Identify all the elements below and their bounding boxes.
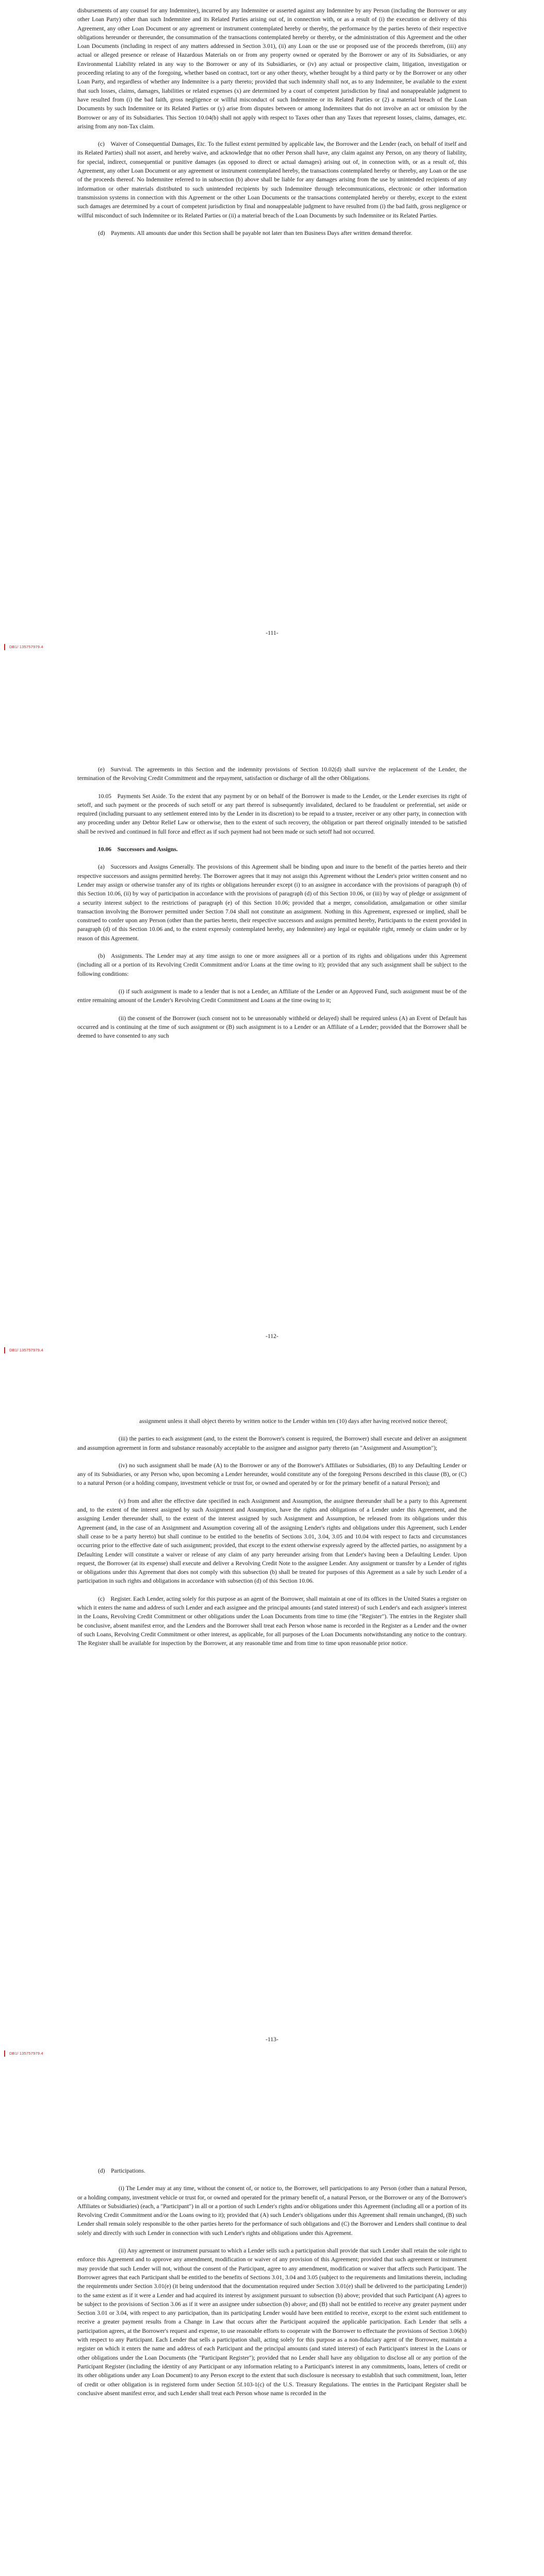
- paragraph-payments-set-aside: 10.05 Payments Set Aside. To the extent that any payment by or on behalf of the Borrower is made to the Lender, or the Lender exercises its right of setoff, and such payment or the proceeds of such setoff or any part thereof is subsequently invalidated, declared to be fraudulent or preferential, set aside or required (including pursuant to any settlement entered into by the Lender in its discretion) to be repaid to a trustee, receiver or any other party, in connection with any proceeding under any Debtor Relief Law or otherwise, then to the extent of such recovery, the obligation or part thereof originally intended to be satisfied shall be revived and continued in full force and effect as if such payment had not been made or such setoff had not occurred.: [77, 792, 467, 835]
- paragraph-condition-v: (v) from and after the effective date specified in each Assignment and Assumption, the assignee thereunder shall be a party to this Agreement and, to the extent of the interest assigned by such Assignment and Assumption, have the rights and obligations of a Lender under this Agreement, and the assigning Lender thereunder shall, to the extent of the interest assigned by such Assignment and Assumption, be released from its obligations under this Agreement (and, in the case of an Assignment and Assumption covering all of the assigning Lender's rights and obligations under this Agreement, such Lender shall cease to be a party hereto) but shall continue to be entitled to the benefits of Sections 3.01, 3.04, 3.05 and 10.04 with respect to facts and circumstances occurring prior to the effective date of such assignment; provided, that except to the extent otherwise expressly agreed by the affected parties, no assignment by a Defaulting Lender will constitute a waiver or release of any claim of any party hereunder arising from that Lender's having been a Defaulting Lender. Upon request, the Borrower (at its expense) shall execute and deliver a Revolving Credit Note to the assignee Lender. Any assignment or transfer by a Lender of rights or obligations under this Agreement that does not comply with this subsection (b) shall be treated for purposes of this Agreement as a sale by such Lender of a participation in such rights and obligations in accordance with subsection (d) of this Section 10.06.: [77, 1497, 467, 1585]
- document-page-114: [0, 2110, 544, 2576]
- paragraph-register: (c) Register. Each Lender, acting solely for this purpose as an agent of the Borrower, shall maintain at one of its offices in the United States a register on which it enters the name and address of such Lender and each assignee and the principal amounts (and stated interest) of such Lender's and each assignee's interest in the Loans, Revolving Credit Commitment or other obligations under the Loan Documents from time to time (the "Register"). The entries in the Register shall be conclusive, absent manifest error, and the Lenders and the Borrower shall treat each Person whose name is recorded in the Register as a Lender and the owner of such Loans, Revolving Credit Commitment or other interest, as applicable, for all purposes of the Loan Documents notwithstanding any notice to the contrary. The Register shall be available for inspection by the Borrower, at any reasonable time and from time to time upon reasonable prior notice.: [77, 1595, 467, 1647]
- doc-id-marker: [4, 644, 5, 650]
- section-heading-participations: (d) Participations.: [98, 2167, 145, 2174]
- page-number: -113-: [266, 2036, 278, 2043]
- document-page-111: [0, 0, 544, 703]
- page-number: -112-: [266, 1333, 278, 1340]
- page-111-body: [77, 6, 467, 246]
- paragraph-condition-i: (i) if such assignment is made to a lender that is not a Lender, an Affiliate of the Lender or an Approved Fund, such assignment must be of the entire remaining amount of the Lender's Revolving Credit Commitment and Loans at the time owing to it;: [77, 988, 467, 1004]
- paragraph-assignments: (b) Assignments. The Lender may at any time assign to one or more assignees all or a portion of its rights and obligations under this Agreement (including all or a portion of its Revolving Credit Commitment and/or Loans at the time owing to it); provided that any such assignment shall be subject to the following conditions:: [77, 953, 467, 977]
- page-114-body: [77, 2166, 467, 2406]
- paragraph-waiver-consequential-damages: (c) Waiver of Consequential Damages, Etc. To the fullest extent permitted by applicable law, the Borrower and the Lender (each, on behalf of itself and its Related Parties) shall not assert, and hereby waive, and acknowledge that no other Person shall have, any claim against any Person, on any theory of liability, for special, indirect, consequential or punitive damages (as opposed to direct or actual damages) arising out of, in connection with, or as a result of, this Agreement, any other Loan Document or any agreement or instrument contemplated hereby, the transactions contemplated hereby or thereby, any Loan or the use of the proceeds thereof. No Indemnitee referred to in subsection (b) above shall be liable for any damages arising from the use by unintended recipients of any information or other materials distributed to such unintended recipients by such Indemnitee through telecommunications, electronic or other information transmission systems in connection with this Agreement or the other Loan Documents or the transactions contemplated hereby or thereby, except to the extent such damages are determined by a court of competent jurisdiction by final and nonappealable judgment to have resulted from (i) the bad faith, gross negligence or willful misconduct of such Indemnitee or its Related Parties or (ii) a material breach of the Loan Documents by such Indemnitee or its Related Parties.: [77, 141, 467, 219]
- page-number: -111-: [266, 630, 278, 636]
- doc-id-marker: [4, 1347, 5, 1353]
- paragraph-condition-iv: (iv) no such assignment shall be made (A) to the Borrower or any of the Borrower's Affiliates or Subsidiaries, (B) to any Defaulting Lender or any of its Subsidiaries, or any Person who, upon becoming a Lender hereunder, would constitute any of the foregoing Persons described in this clause (B), or (C) to a natural Person (or a holding company, investment vehicle or trust for, or owned and operated by or for the primary benefit of a natural Person); and: [77, 1462, 467, 1487]
- paragraph-participations-i: (i) The Lender may at any time, without the consent of, or notice to, the Borrower, sell participations to any Person (other than a natural Person, or a holding company, investment vehicle or trust for, or owned and operated for the primary benefit of, a natural Person, or the Borrower or any of the Borrower's Affiliates or Subsidiaries) (each, a "Participant") in all or a portion of such Lender's rights and/or obligations under this Agreement (including all or a portion of its Revolving Credit Commitment and/or the Loans owing to it); provided that (A) such Lender's obligations under this Agreement shall remain unchanged, (B) such Lender shall remain solely responsible to the other parties hereto for the performance of such obligations and (C) the Borrower and Lenders shall continue to deal solely and directly with such Lender in connection with such Lender's rights and obligations under this Agreement.: [77, 2185, 467, 2236]
- document-page-112: [0, 703, 544, 1406]
- doc-id-marker: [4, 2050, 5, 2057]
- paragraph-successors-generally: (a) Successors and Assigns Generally. The provisions of this Agreement shall be binding upon and inure to the benefit of the parties hereto and their respective successors and assigns permitted hereby. The Borrower agrees that it may not assign this Agreement without the Lender's prior written consent and no Lender may assign or otherwise transfer any of its rights or obligations hereunder except (i) to an assignee in accordance with the provisions of paragraph (b) of this Section 10.06, (ii) by way of participation in accordance with the provisions of paragraph (d) of this Section 10.06, or (iii) by way of pledge or assignment of a security interest subject to the restrictions of paragraph (e) of this Section 10.06; provided that a merger, consolidation, amalgamation or other similar transaction involving the Borrower permitted under Section 7.04 shall not constitute an assignment. Nothing in this Agreement, expressed or implied, shall be construed to confer upon any Person (other than the parties hereto, their respective successors and assigns permitted hereby, Participants to the extent provided in paragraph (d) of this Section 10.06 and, to the extent expressly contemplated hereby, any Indemnitee) any legal or equitable right, remedy or claim under or by reason of this Agreement.: [77, 863, 467, 942]
- paragraph-condition-iii: (iii) the parties to each assignment (and, to the extent the Borrower's consent is required, the Borrower) shall execute and deliver an assignment and assumption agreement in form and substance reasonably acceptable to the assignee and assignor party thereto (an "Assignment and Assumption");: [77, 1435, 467, 1451]
- document-id: DB1/ 135757979.4: [9, 645, 43, 649]
- document-id: DB1/ 135757979.4: [9, 2051, 43, 2056]
- paragraph-continued: assignment unless it shall object thereto by written notice to the Lender within ten (10) days after having received notice thereof;: [139, 1418, 448, 1425]
- page-113-body: [77, 1417, 467, 1657]
- page-112-body: [77, 765, 467, 1049]
- paragraph-payments: (d) Payments. All amounts due under this Section shall be payable not later than ten Business Days after written demand therefor.: [98, 229, 413, 236]
- paragraph-participations-ii: (ii) Any agreement or instrument pursuant to which a Lender sells such a participation shall provide that such Lender shall retain the sole right to enforce this Agreement and to approve any amendment, modification or waiver of any provision of this Agreement; provided that such agreement or instrument may provide that such Lender will not, without the consent of the Participant, agree to any amendment, modification or waiver that affects such Participant. The Borrower agrees that each Participant shall be entitled to the benefits of Sections 3.01, 3.04 and 3.05 (subject to the requirements and limitations therein, including the requirements under Section 3.01(e) (it being understood that the documentation required under Section 3.01(e) shall be delivered to the participating Lender)) to the same extent as if it were a Lender and had acquired its interest by assignment pursuant to subsection (b) above; provided that such Participant (A) agrees to be subject to the provisions of Section 3.06 as if it were an assignee under subsection (b) above; and (B) shall not be entitled to receive any greater payment under Section 3.01 or 3.04, with respect to any participation, than its participating Lender would have been entitled to receive, except to the extent such entitlement to receive a greater payment results from a Change in Law that occurs after the Participant acquired the applicable participation. Each Lender that sells a participation agrees, at the Borrower's request and expense, to use reasonable efforts to cooperate with the Borrower to effectuate the provisions of Section 3.06(b) with respect to any Participant. Each Lender that sells a participation shall, acting solely for this purpose as a non-fiduciary agent of the Borrower, maintain a register on which it enters the name and address of each Participant and the principal amounts (and stated interest) of each Participant's interest in the Loans or other obligations under the Loan Documents (the "Participant Register"); provided that no Lender shall have any obligation to disclose all or any portion of the Participant Register (including the identity of any Participant or any information relating to a Participant's interest in any commitments, loans, letters of credit or its other obligations under any Loan Document) to any Person except to the extent that such disclosure is necessary to establish that such commitment, loan, letter of credit or other obligation is in registered form under Section 5f.103-1(c) of the U.S. Treasury Regulations. The entries in the Participant Register shall be conclusive absent manifest error, and such Lender shall treat each Person whose name is recorded in the: [77, 2247, 467, 2397]
- paragraph-condition-ii: (ii) the consent of the Borrower (such consent not to be unreasonably withheld or delayed) shall be required unless (A) an Event of Default has occurred and is continuing at the time of such assignment or (B) such assignment is to a Lender or an Affiliate of a Lender; provided that the Borrower shall be deemed to have consented to any such: [77, 1014, 467, 1040]
- paragraph: disbursements of any counsel for any Indemnitee), incurred by any Indemnitee or asserted against any Indemnitee by any Person (including the Borrower or any other Loan Party) other than such Indemnitee and its Related Parties arising out of, in connection with, or as a result of (i) the execution or delivery of this Agreement, any other Loan Document or any agreement or instrument contemplated hereby or thereby, the performance by the parties hereto of their respective obligations hereunder or thereunder, the consummation of the transactions contemplated hereby or thereby, or the administration of this Agreement and the other Loan Documents (including in respect of any matters addressed in Section 3.01), (ii) any Loan or the use or proposed use of the proceeds therefrom, (iii) any actual or alleged presence or release of Hazardous Materials on or from any property owned or operated by the Borrower or any of its Subsidiaries, or any Environmental Liability related in any way to the Borrower or any of its Subsidiaries, or (iv) any actual or prospective claim, litigation, investigation or proceeding relating to any of the foregoing, whether based on contract, tort or any other theory, whether brought by a third party or by the Borrower or any other Loan Party, and regardless of whether any Indemnitee is a party thereto; provided that such indemnity shall not, as to any Indemnitee, be available to the extent that such losses, claims, damages, liabilities or related expenses (x) are determined by a court of competent jurisdiction by final and nonappealable judgment to have resulted from (i) the bad faith, gross negligence or willful misconduct of such Indemnitee or its Related Parties or (2) a material breach of the Loan Documents by such Indemnitee or its Related Parties or (y) arise from disputes between or among Indemnitees that do not involve an act or omission by the Borrower or any of its Subsidiaries. This Section 10.04(b) shall not apply with respect to Taxes other than any Taxes that represent losses, claims, damages, etc. arising from any non-Tax claim.: [77, 7, 467, 130]
- section-heading-successors-assigns: 10.06 Successors and Assigns.: [98, 846, 178, 853]
- paragraph-survival: (e) Survival. The agreements in this Section and the indemnity provisions of Section 10.02(d) shall survive the replacement of the Lender, the termination of the Revolving Credit Commitment and the repayment, satisfaction or discharge of all the other Obligations.: [77, 766, 467, 782]
- document-page-113: [0, 1406, 544, 2110]
- document-id: DB1/ 135757979.4: [9, 1348, 43, 1352]
